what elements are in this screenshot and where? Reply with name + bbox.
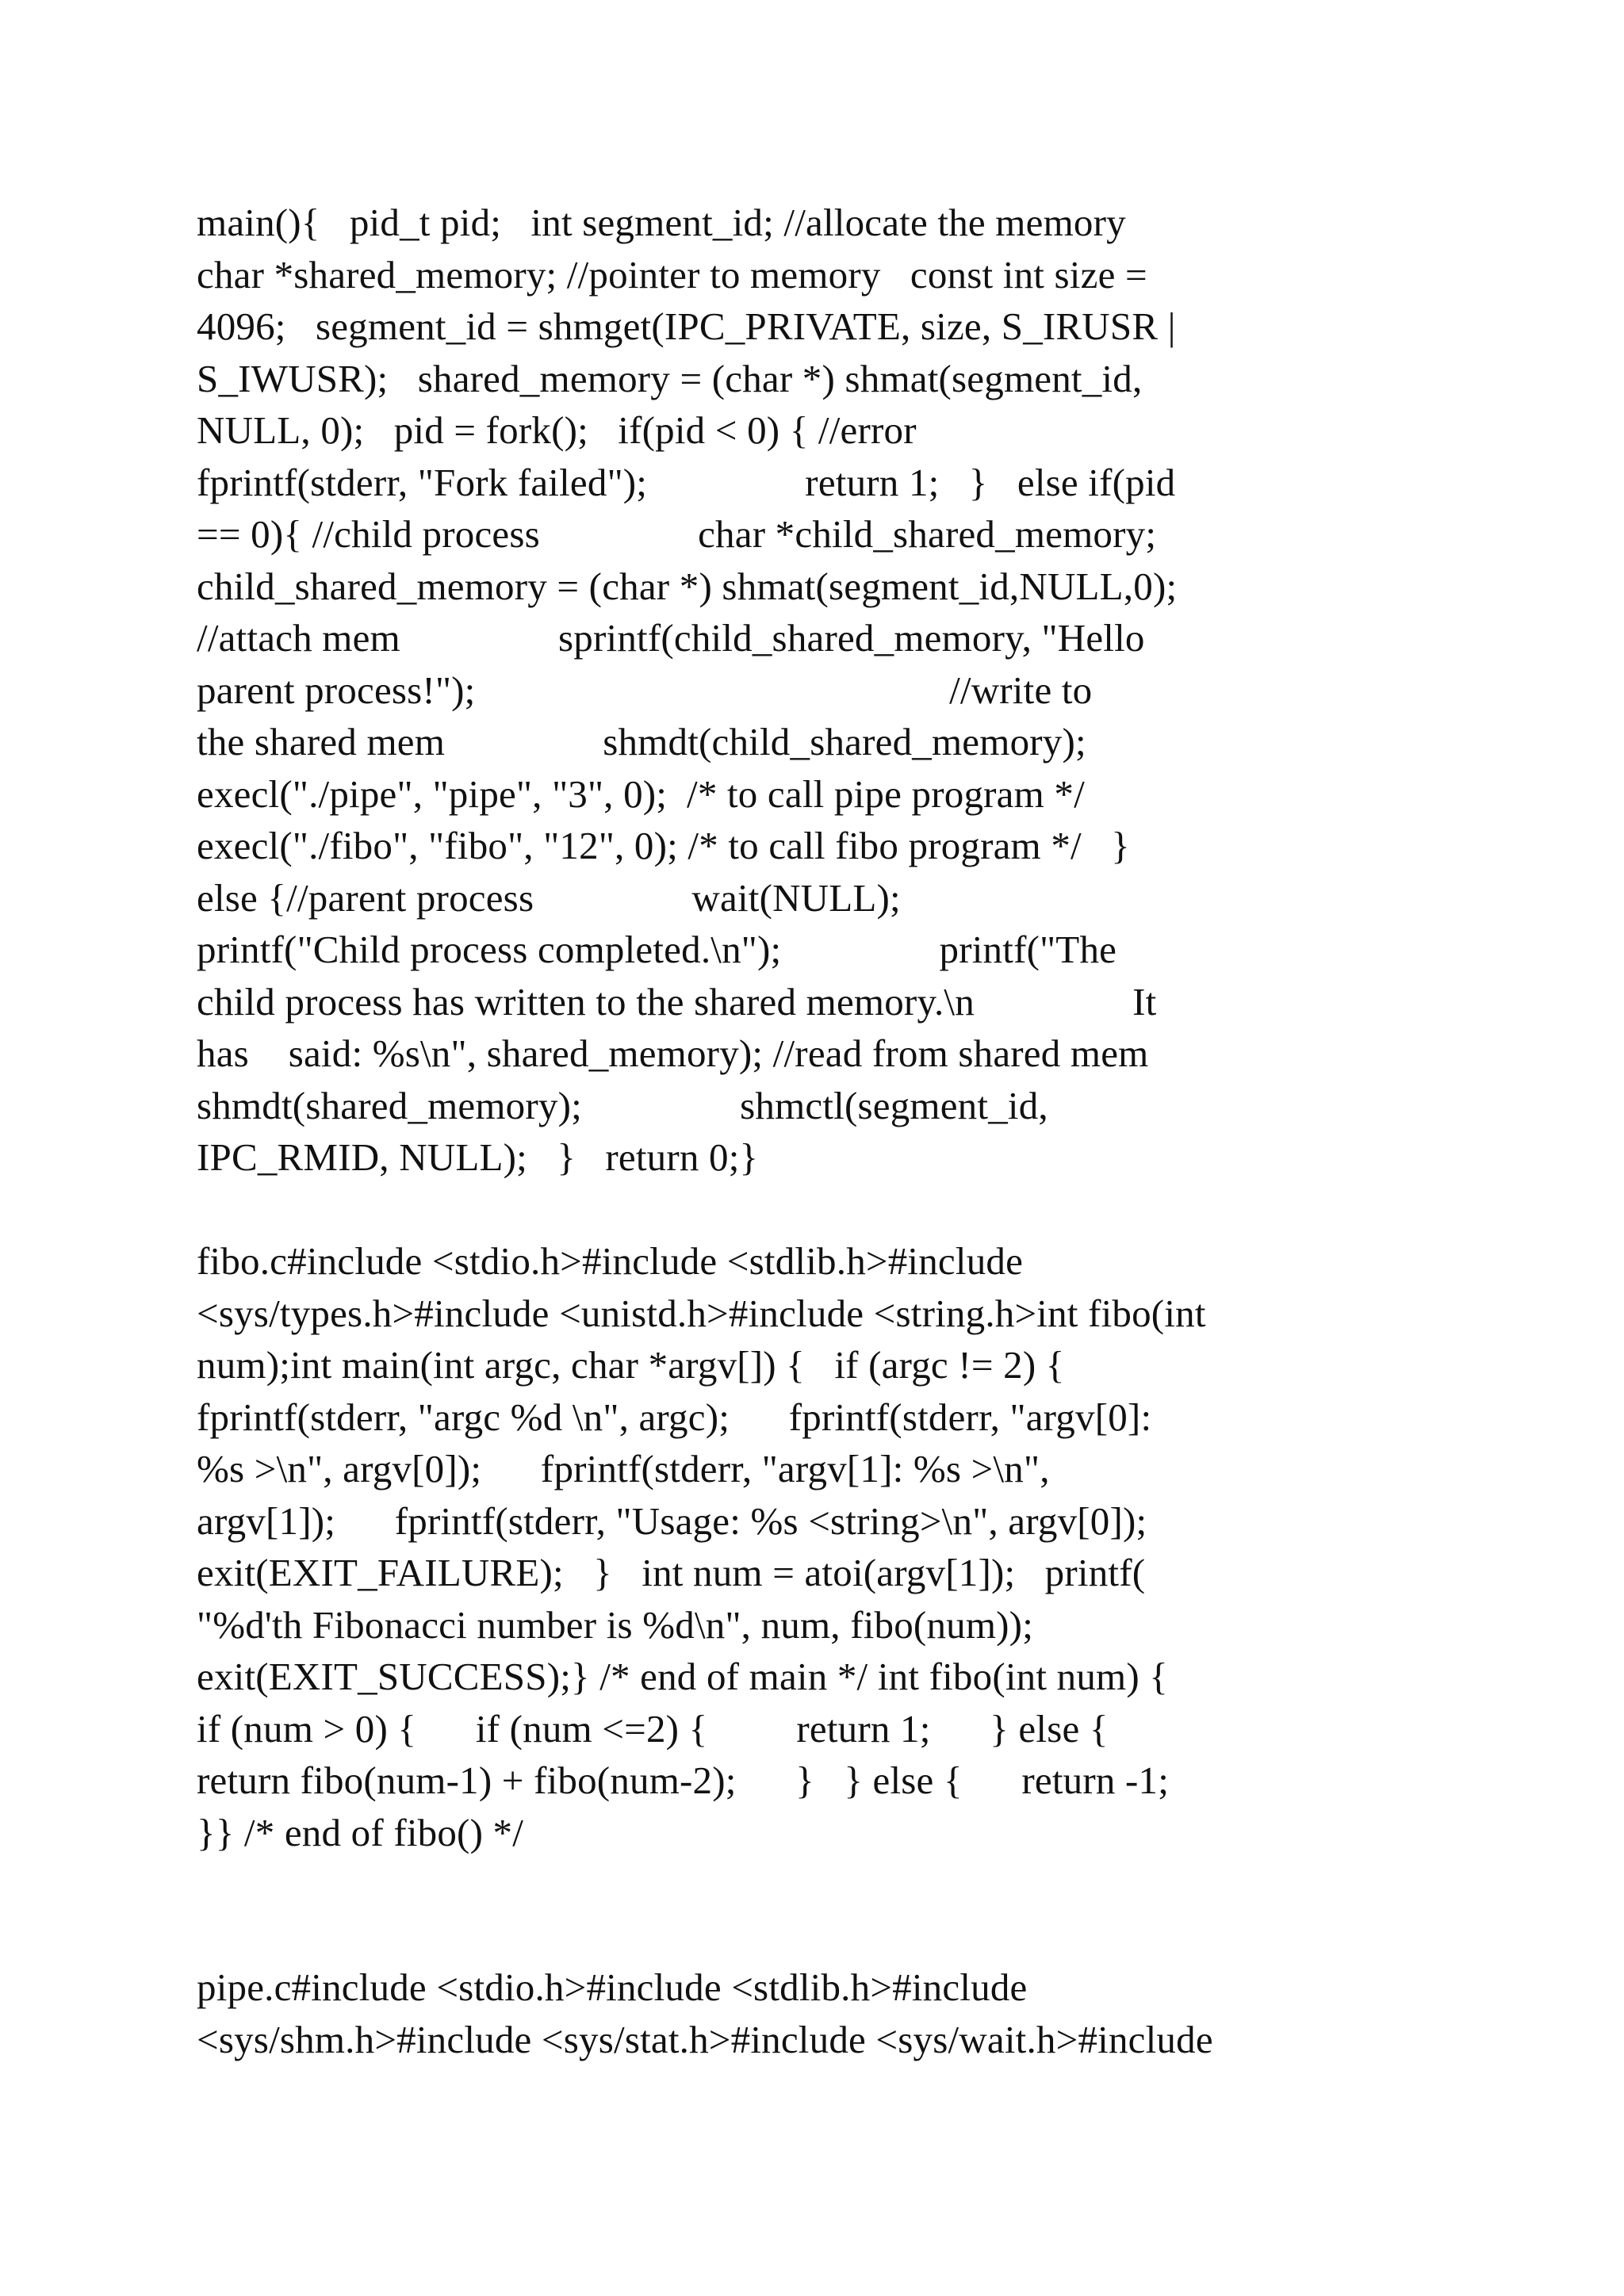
text-line: <sys/types.h>#include <unistd.h>#include <string.h>int fibo(int xyxy=(197,1291,1206,1335)
text-line: }} /* end of fibo() */ xyxy=(197,1810,524,1854)
text-line: main(){ pid_t pid; int segment_id; //allocate the memory xyxy=(197,201,1126,244)
text-line: argv[1]); fprintf(stderr, "Usage: %s <string>\n", argv[0]); xyxy=(197,1498,1147,1543)
fibo-program-text xyxy=(197,1235,1465,1858)
main-program-text xyxy=(197,197,1465,1184)
text-line: pipe.c#include <stdio.h>#include <stdlib.h>#include xyxy=(197,1965,1028,2009)
text-line: NULL, 0); pid = fork(); if(pid < 0) { //error xyxy=(197,408,917,452)
text-line: S_IWUSR); shared_memory = (char *) shmat(segment_id, xyxy=(197,356,1143,400)
text-line: parent process!"); //write to xyxy=(197,668,1093,712)
pipe-program-text xyxy=(197,1961,1465,2065)
text-line: <sys/shm.h>#include <sys/stat.h>#include <sys/wait.h>#include xyxy=(197,2017,1213,2061)
text-line: if (num > 0) { if (num <=2) { return 1; } else { xyxy=(197,1706,1109,1751)
text-line: shmdt(shared_memory); shmctl(segment_id, xyxy=(197,1083,1048,1127)
text-line: execl("./fibo", "fibo", "12", 0); /* to call fibo program */ } xyxy=(197,824,1130,867)
text-line: fprintf(stderr, "argc %d \n", argc); fprintf(stderr, "argv[0]: xyxy=(197,1395,1152,1439)
text-line: fprintf(stderr, "Fork failed"); return 1; } else if(pid xyxy=(197,460,1176,504)
text-line: child_shared_memory = (char *) shmat(segment_id,NULL,0); xyxy=(197,564,1178,608)
text-line: fibo.c#include <stdio.h>#include <stdlib.h>#include xyxy=(197,1239,1024,1283)
text-line: == 0){ //child process char *child_shared_memory; xyxy=(197,512,1157,556)
text-line: has said: %s\n", shared_memory); //read from shared mem xyxy=(197,1031,1149,1075)
text-line: "%d'th Fibonacci number is %d\n", num, fibo(num)); xyxy=(197,1602,1034,1647)
text-line: printf("Child process completed.\n"); printf("The xyxy=(197,928,1117,971)
text-line: exit(EXIT_FAILURE); } int num = atoi(argv[1]); printf( xyxy=(197,1551,1146,1594)
text-line: 4096; segment_id = shmget(IPC_PRIVATE, size, S_IRUSR | xyxy=(197,304,1176,348)
text-line: IPC_RMID, NULL); } return 0;} xyxy=(197,1135,759,1179)
text-line: execl("./pipe", "pipe", "3", 0); /* to call pipe program */ xyxy=(197,771,1085,816)
text-line: else {//parent process wait(NULL); xyxy=(197,875,901,920)
text-line: exit(EXIT_SUCCESS);} /* end of main */ int fibo(int num) { xyxy=(197,1655,1169,1698)
text-line: //attach mem sprintf(child_shared_memory, "Hello xyxy=(197,616,1145,660)
text-line: num);int main(int argc, char *argv[]) { if (argc != 2) { xyxy=(197,1343,1065,1387)
text-line: char *shared_memory; //pointer to memory const int size = xyxy=(197,252,1147,297)
text-line: child process has written to the shared memory.\n It xyxy=(197,979,1157,1024)
text-line: %s >\n", argv[0]); fprintf(stderr, "argv[1]: %s >\n", xyxy=(197,1447,1050,1490)
text-line: return fibo(num-1) + fibo(num-2); } } else { return -1; xyxy=(197,1758,1170,1802)
text-line: the shared mem shmdt(child_shared_memory); xyxy=(197,720,1086,763)
